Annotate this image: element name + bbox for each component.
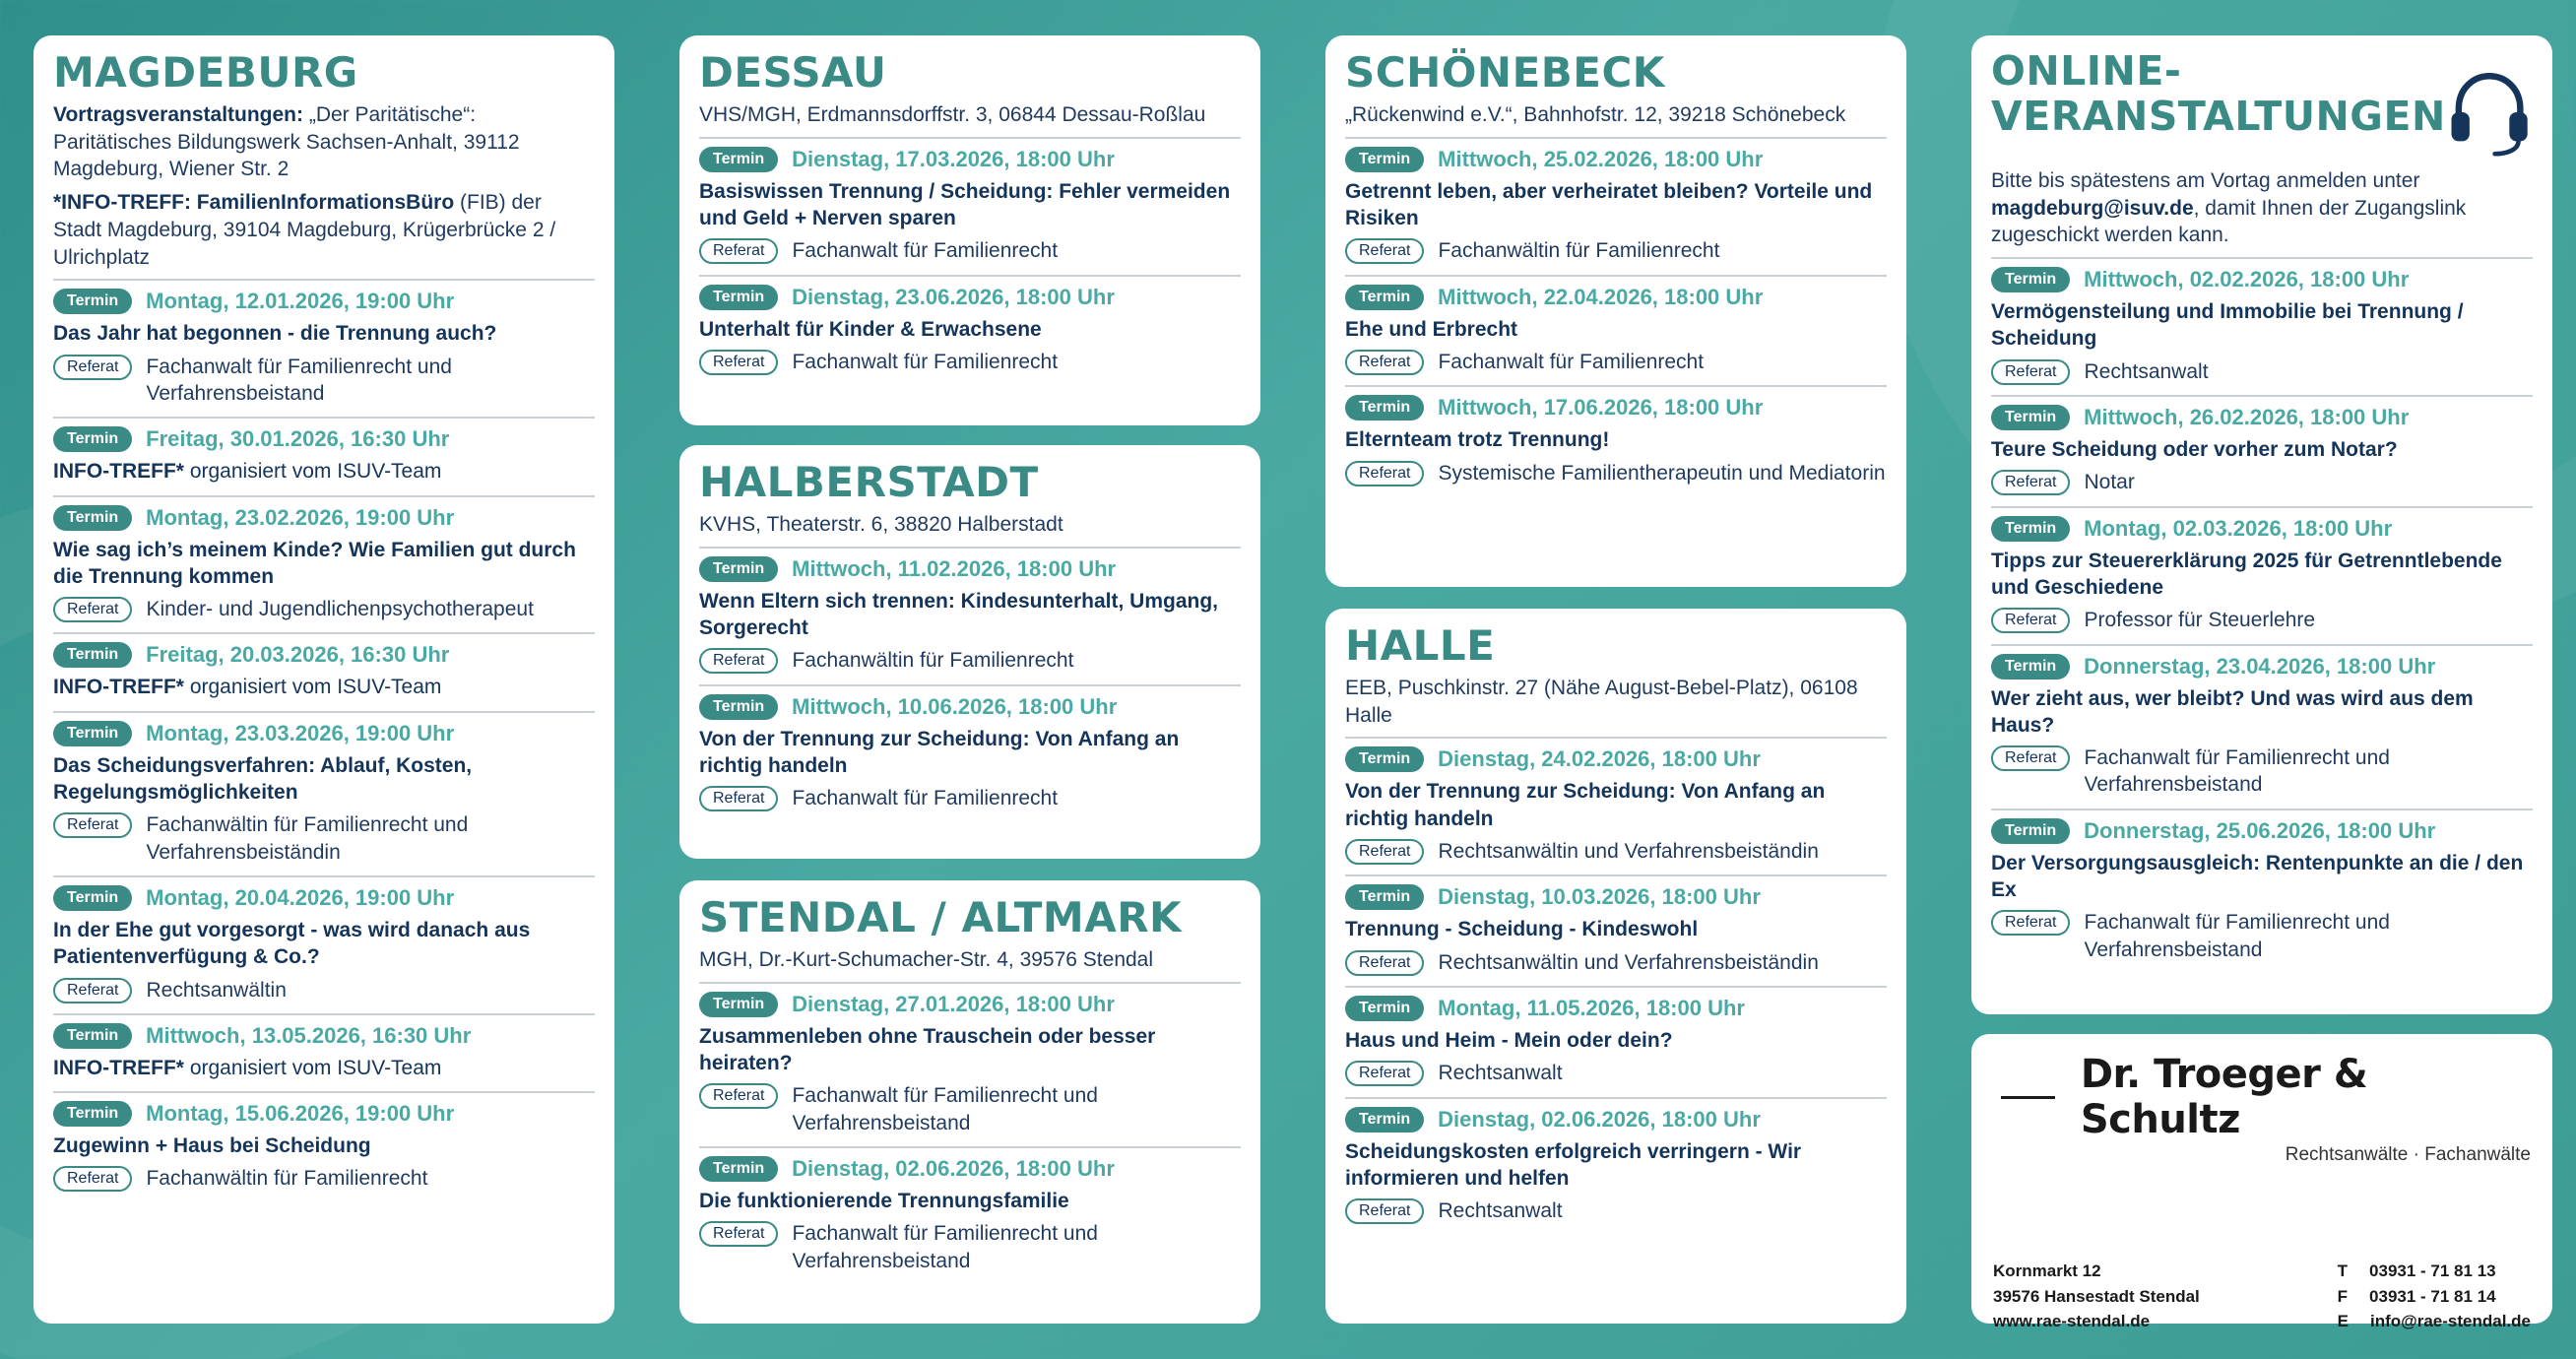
event-date: Donnerstag, 25.06.2026, 18:00 Uhr: [2084, 817, 2436, 843]
firm-phone: 03931 - 71 81 13: [2369, 1262, 2496, 1280]
event-title: INFO-TREFF* organisiert vom ISUV-Team: [53, 1056, 442, 1079]
event-title: Die funktionierende Trennungsfamilie: [699, 1189, 1069, 1212]
event-speaker: Fachanwalt für Familienrecht: [792, 787, 1059, 810]
event-item: [1991, 818, 2533, 965]
event-item: [1345, 285, 1887, 378]
event-date: Montag, 20.04.2026, 19:00 Uhr: [146, 884, 455, 910]
termin-badge: Termin: [53, 885, 132, 911]
event-title: Zusammenleben ohne Trauschein oder besser heiraten?: [699, 1024, 1156, 1075]
email-key: E: [2337, 1312, 2349, 1330]
event-date: Dienstag, 02.06.2026, 18:00 Uhr: [1438, 1106, 1761, 1132]
referat-badge: Referat: [1991, 608, 2070, 633]
firm-city: 39576 Hansestadt Stendal: [1993, 1286, 2200, 1306]
event-speaker: Rechtsanwältin und Verfahrensbeiständin: [1438, 950, 1819, 974]
event-date: Montag, 12.01.2026, 19:00 Uhr: [146, 289, 455, 314]
event-date: Freitag, 30.01.2026, 16:30 Uhr: [146, 426, 450, 452]
event-item: [699, 147, 1241, 267]
referat-badge: Referat: [1345, 461, 1424, 486]
event-item: [53, 721, 595, 868]
referat-badge: Referat: [1345, 950, 1424, 976]
event-item: [699, 556, 1241, 677]
event-date: Freitag, 20.03.2026, 16:30 Uhr: [146, 642, 450, 668]
event-date: Mittwoch, 22.04.2026, 18:00 Uhr: [1438, 284, 1764, 309]
city-title: SCHÖNEBECK: [1345, 48, 1665, 97]
referat-badge: Referat: [53, 355, 132, 380]
referat-badge: Referat: [1345, 1198, 1424, 1224]
event-title: INFO-TREFF* organisiert vom ISUV-Team: [53, 460, 442, 484]
referat-badge: Referat: [699, 1083, 778, 1109]
event-speaker: Fachanwältin für Familienrecht: [792, 649, 1074, 673]
event-speaker: Rechtsanwalt: [1438, 1199, 1563, 1223]
fax-key: F: [2337, 1286, 2349, 1306]
event-title: Von der Trennung zur Scheidung: Von Anfang an richtig handeln: [699, 727, 1180, 777]
phone-key: T: [2337, 1262, 2349, 1280]
event-date: Mittwoch, 11.02.2026, 18:00 Uhr: [792, 555, 1117, 581]
referat-badge: Referat: [53, 978, 132, 1003]
firm-subtitle: Rechtsanwälte · Fachanwälte: [2285, 1144, 2531, 1165]
firm-contact: [1993, 1259, 2531, 1334]
event-speaker: Fachanwalt für Familienrecht und Verfahrensbeistand: [792, 1222, 1098, 1272]
city-title: MAGDEBURG: [53, 48, 358, 97]
event-title: INFO-TREFF* organisiert vom ISUV-Team: [53, 676, 442, 699]
firm-website[interactable]: www.rae-stendal.de: [1993, 1312, 2151, 1330]
termin-badge: Termin: [1991, 516, 2070, 542]
event-speaker: Fachanwalt für Familienrecht und Verfahrensbeistand: [146, 355, 452, 405]
event-date: Donnerstag, 23.04.2026, 18:00 Uhr: [2084, 653, 2436, 679]
event-speaker: Kinder- und Jugendlichenpsychotherapeut: [146, 598, 534, 621]
venue-text: MGH, Dr.-Kurt-Schumacher-Str. 4, 39576 Stendal: [699, 948, 1154, 972]
event-item: [1991, 405, 2533, 498]
event-title: Der Versorgungsausgleich: Rentenpunkte an die / den Ex: [1991, 851, 2524, 902]
event-speaker: Rechtsanwältin und Verfahrensbeiständin: [1438, 840, 1819, 864]
city-title: HALBERSTADT: [699, 458, 1039, 506]
online-note: Bitte bis spätestens am Vortag anmelden unter magdeburg@isuv.de, damit Ihnen der Zugangslink zugeschickt werden kann.: [1991, 169, 2467, 247]
termin-badge: Termin: [1345, 996, 1424, 1021]
event-title: Das Jahr hat begonnen - die Trennung auch?: [53, 322, 497, 346]
referat-badge: Referat: [699, 350, 778, 375]
referat-badge: Referat: [1991, 745, 2070, 771]
event-item: [53, 505, 595, 625]
termin-badge: Termin: [1345, 1107, 1424, 1132]
termin-badge: Termin: [1345, 147, 1424, 172]
event-speaker: Fachanwältin für Familienrecht: [1438, 239, 1720, 263]
termin-badge: Termin: [53, 1101, 132, 1127]
event-speaker: Fachanwalt für Familienrecht: [792, 239, 1059, 263]
event-title: In der Ehe gut vorgesorgt - was wird danach aus Patientenverfügung & Co.?: [53, 918, 531, 969]
termin-badge: Termin: [699, 556, 778, 582]
card-halle: [1325, 609, 1906, 1324]
headset-icon: [2446, 63, 2533, 162]
card-schoenebeck: [1325, 35, 1906, 587]
event-item: [1345, 884, 1887, 978]
card-magdeburg: [33, 35, 614, 1324]
event-item: [53, 426, 595, 486]
event-title: Tipps zur Steuererklärung 2025 für Getrenntlebende und Geschiedene: [1991, 549, 2502, 599]
card-online: [1971, 35, 2552, 1014]
city-title: DESSAU: [699, 48, 887, 97]
event-date: Montag, 02.03.2026, 18:00 Uhr: [2084, 515, 2393, 541]
event-title: Vermögensteilung und Immobilie bei Trennung / Scheidung: [1991, 300, 2464, 351]
event-item: [1345, 395, 1887, 488]
termin-badge: Termin: [699, 147, 778, 172]
termin-badge: Termin: [53, 426, 132, 452]
event-speaker: Notar: [2084, 471, 2135, 494]
termin-badge: Termin: [53, 721, 132, 746]
referat-badge: Referat: [1345, 1061, 1424, 1086]
venue-text: KVHS, Theaterstr. 6, 38820 Halberstadt: [699, 513, 1063, 537]
termin-badge: Termin: [1345, 746, 1424, 772]
event-speaker: Fachanwalt für Familienrecht und Verfahrensbeistand: [2084, 911, 2390, 961]
termin-badge: Termin: [1345, 285, 1424, 310]
event-speaker: Systemische Familientherapeutin und Mediatorin: [1438, 461, 1886, 485]
event-date: Mittwoch, 10.06.2026, 18:00 Uhr: [792, 693, 1118, 719]
event-item: [1991, 516, 2533, 636]
event-item: [699, 1156, 1241, 1276]
card-stendal: [679, 880, 1260, 1324]
event-item: [53, 885, 595, 1005]
event-item: [53, 1101, 595, 1195]
referat-badge: Referat: [53, 1166, 132, 1192]
event-title: Teure Scheidung oder vorher zum Notar?: [1991, 438, 2398, 462]
termin-badge: Termin: [699, 285, 778, 310]
event-title: Basiswissen Trennung / Scheidung: Fehler vermeiden und Geld + Nerven sparen: [699, 179, 1231, 230]
event-item: [699, 992, 1241, 1138]
event-date: Mittwoch, 13.05.2026, 16:30 Uhr: [146, 1022, 472, 1048]
termin-badge: Termin: [53, 642, 132, 668]
event-title: Unterhalt für Kinder & Erwachsene: [699, 317, 1042, 341]
event-title: Trennung - Scheidung - Kindeswohl: [1345, 918, 1699, 941]
event-item: [53, 289, 595, 409]
event-date: Dienstag, 02.06.2026, 18:00 Uhr: [792, 1155, 1115, 1181]
event-title: Wie sag ich’s meinem Kinde? Wie Familien gut durch die Trennung kommen: [53, 538, 576, 588]
event-item: [1991, 267, 2533, 387]
event-date: Montag, 23.02.2026, 19:00 Uhr: [146, 504, 455, 530]
firm-fax: 03931 - 71 81 14: [2369, 1286, 2496, 1306]
event-item: [1345, 147, 1887, 267]
referat-badge: Referat: [1991, 910, 2070, 936]
referat-badge: Referat: [1345, 839, 1424, 865]
venue-text: VHS/MGH, Erdmannsdorffstr. 3, 06844 Dessau-Roßlau: [699, 103, 1206, 127]
event-speaker: Fachanwältin für Familienrecht und Verfahrensbeiständin: [146, 813, 469, 864]
referat-badge: Referat: [53, 597, 132, 622]
firm-street: Kornmarkt 12: [1993, 1262, 2101, 1280]
event-speaker: Professor für Steuerlehre: [2084, 609, 2316, 632]
termin-badge: Termin: [53, 289, 132, 314]
logo-dash: [2001, 1096, 2055, 1099]
event-date: Montag, 15.06.2026, 19:00 Uhr: [146, 1101, 455, 1127]
termin-badge: Termin: [1991, 405, 2070, 430]
referat-badge: Referat: [53, 812, 132, 838]
termin-badge: Termin: [699, 992, 778, 1017]
event-item: [1345, 746, 1887, 867]
event-speaker: Fachanwalt für Familienrecht und Verfahrensbeistand: [792, 1084, 1098, 1134]
termin-badge: Termin: [53, 505, 132, 531]
event-date: Montag, 23.03.2026, 19:00 Uhr: [146, 720, 455, 745]
venue-text: *INFO-TREFF: FamilienInformationsBüro (FIB) der Stadt Magdeburg, 39104 Magdeburg, Krügerbrücke 2 / Ulrichplatz: [53, 191, 556, 269]
event-speaker: Rechtsanwältin: [146, 978, 287, 1002]
event-title: Scheidungskosten erfolgreich verringern - Wir informieren und helfen: [1345, 1139, 1802, 1190]
event-item: [53, 642, 595, 702]
venue-text: EEB, Puschkinstr. 27 (Nähe August-Bebel-Platz), 06108 Halle: [1345, 677, 1858, 727]
event-title: Getrennt leben, aber verheiratet bleiben? Vorteile und Risiken: [1345, 179, 1873, 230]
event-title: Haus und Heim - Mein oder dein?: [1345, 1028, 1673, 1052]
event-speaker: Fachanwältin für Familienrecht: [146, 1167, 428, 1191]
referat-badge: Referat: [1991, 470, 2070, 495]
event-title: Das Scheidungsverfahren: Ablauf, Kosten, Regelungsmöglichkeiten: [53, 753, 473, 805]
event-item: [1345, 1107, 1887, 1227]
event-title: Von der Trennung zur Scheidung: Von Anfang an richtig handeln: [1345, 780, 1826, 830]
event-item: [699, 285, 1241, 378]
card-halberstadt: [679, 445, 1260, 859]
city-title: HALLE: [1345, 621, 1496, 670]
termin-badge: Termin: [1991, 267, 2070, 292]
event-date: Dienstag, 10.03.2026, 18:00 Uhr: [1438, 884, 1761, 910]
event-title: Zugewinn + Haus bei Scheidung: [53, 1134, 371, 1158]
event-date: Mittwoch, 25.02.2026, 18:00 Uhr: [1438, 146, 1764, 171]
event-speaker: Rechtsanwalt: [1438, 1062, 1563, 1085]
termin-badge: Termin: [699, 1156, 778, 1182]
sponsor-card: [1971, 1034, 2552, 1330]
event-title: Ehe und Erbrecht: [1345, 317, 1518, 341]
event-date: Dienstag, 24.02.2026, 18:00 Uhr: [1438, 746, 1761, 772]
event-title: Elternteam trotz Trennung!: [1345, 428, 1610, 452]
event-speaker: Fachanwalt für Familienrecht und Verfahrensbeistand: [2084, 746, 2390, 797]
event-date: Mittwoch, 17.06.2026, 18:00 Uhr: [1438, 395, 1764, 421]
referat-badge: Referat: [1345, 238, 1424, 264]
event-date: Dienstag, 27.01.2026, 18:00 Uhr: [792, 991, 1115, 1016]
termin-badge: Termin: [1991, 818, 2070, 844]
firm-logo: Dr. Troeger & Schultz: [2080, 1052, 2368, 1142]
event-item: [699, 694, 1241, 814]
event-date: Montag, 11.05.2026, 18:00 Uhr: [1438, 995, 1745, 1020]
referat-badge: Referat: [699, 238, 778, 264]
city-title: STENDAL / ALTMARK: [699, 893, 1183, 941]
venue-text: „Rückenwind e.V.“, Bahnhofstr. 12, 39218 Schönebeck: [1345, 103, 1846, 127]
event-title: Wenn Eltern sich trennen: Kindesunterhalt, Umgang, Sorgerecht: [699, 589, 1218, 640]
venue-text: Vortragsveranstaltungen: „Der Paritätische“: Paritätisches Bildungswerk Sachsen-Anhalt, 39112 Magdeburg, Wiener Str. 2: [53, 103, 520, 181]
online-title: ONLINE- VERANSTALTUNGEN: [1991, 47, 2446, 140]
event-item: [1345, 996, 1887, 1089]
referat-badge: Referat: [1345, 350, 1424, 375]
termin-badge: Termin: [1345, 395, 1424, 421]
referat-badge: Referat: [1991, 359, 2070, 385]
event-speaker: Rechtsanwalt: [2084, 359, 2209, 383]
event-title: Wer zieht aus, wer bleibt? Und was wird aus dem Haus?: [1991, 686, 2474, 737]
termin-badge: Termin: [1345, 884, 1424, 910]
email-link[interactable]: magdeburg@isuv.de: [1991, 196, 2194, 220]
termin-badge: Termin: [1991, 654, 2070, 680]
event-item: [1991, 654, 2533, 801]
referat-badge: Referat: [699, 1221, 778, 1247]
event-item: [53, 1023, 595, 1083]
card-dessau: [679, 35, 1260, 425]
event-date: Dienstag, 23.06.2026, 18:00 Uhr: [792, 284, 1115, 309]
event-date: Mittwoch, 26.02.2026, 18:00 Uhr: [2084, 405, 2410, 430]
event-date: Dienstag, 17.03.2026, 18:00 Uhr: [792, 146, 1115, 171]
firm-email[interactable]: info@rae-stendal.de: [2370, 1312, 2531, 1330]
event-date: Mittwoch, 02.02.2026, 18:00 Uhr: [2084, 267, 2410, 292]
event-speaker: Fachanwalt für Familienrecht: [792, 350, 1059, 373]
termin-badge: Termin: [53, 1023, 132, 1049]
termin-badge: Termin: [699, 694, 778, 720]
referat-badge: Referat: [699, 648, 778, 674]
referat-badge: Referat: [699, 786, 778, 811]
event-speaker: Fachanwalt für Familienrecht: [1438, 350, 1705, 373]
